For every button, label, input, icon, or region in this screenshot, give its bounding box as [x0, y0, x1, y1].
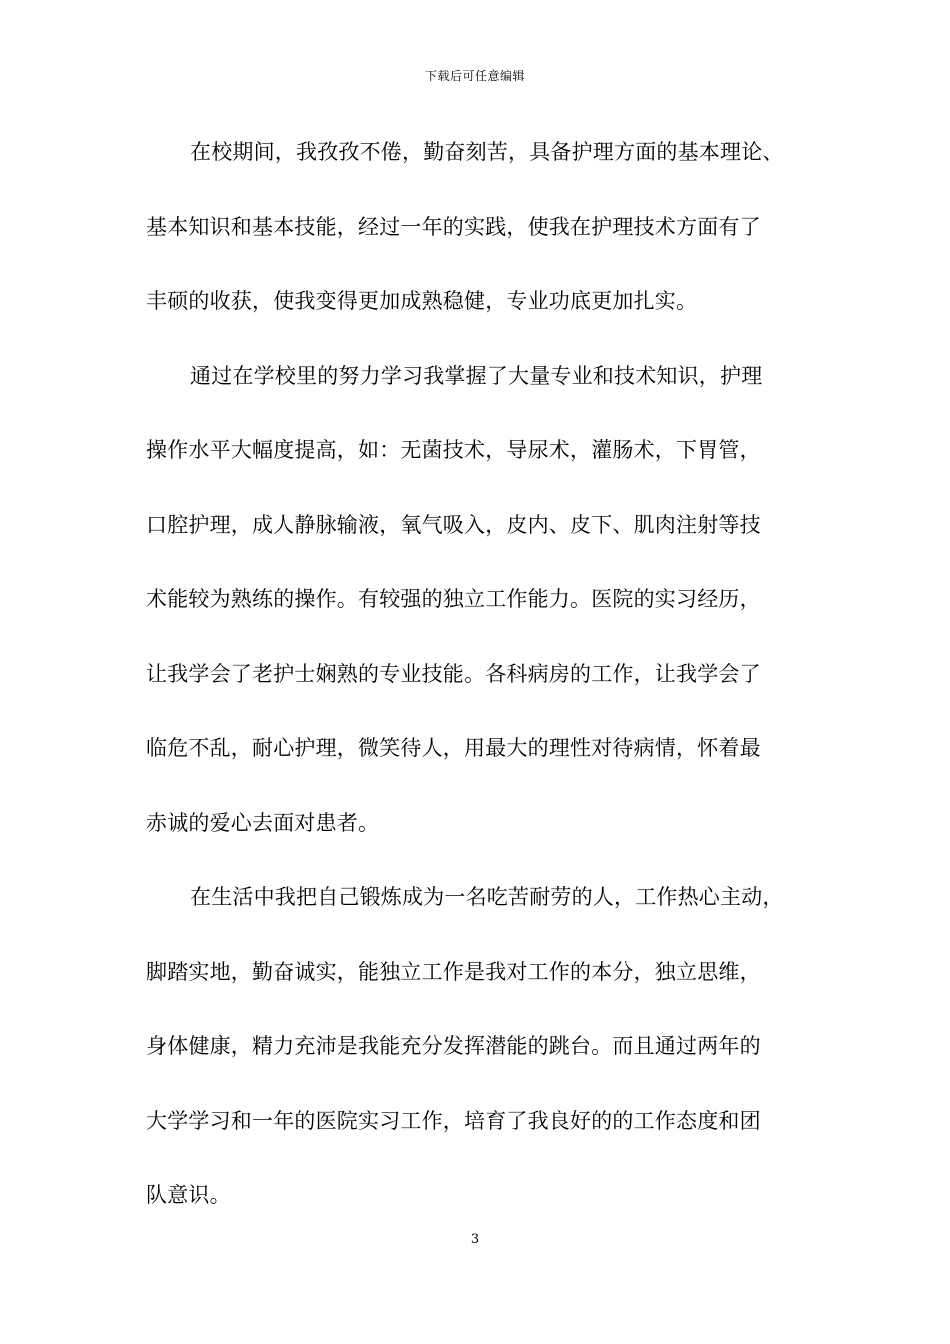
paragraph-3-line-1: 在生活中我把自己锻炼成为一名吃苦耐劳的人，工作热心主动， — [190, 885, 784, 909]
paragraph-3-line-2: 脚踏实地，勤奋诚实，能独立工作是我对工作的本分，独立思维， — [146, 960, 761, 984]
paragraph-2-line-2: 操作水平大幅度提高，如：无菌技术，导尿术，灌肠术，下胃管， — [146, 438, 761, 462]
paragraph-3-line-4: 大学学习和一年的医院实习工作，培育了我良好的的工作态度和团 — [146, 1109, 761, 1133]
paragraph-2-line-5: 让我学会了老护士娴熟的专业技能。各科病房的工作，让我学会了 — [146, 662, 761, 686]
paragraph-2-line-6: 临危不乱，耐心护理，微笑待人，用最大的理性对待病情，怀着最 — [146, 736, 761, 760]
page-header: 下载后可任意编辑 — [424, 69, 525, 83]
paragraph-1-line-2: 基本知识和基本技能，经过一年的实践，使我在护理技术方面有了 — [146, 215, 761, 239]
paragraph-1-line-3: 丰硕的收获，使我变得更加成熟稳健，专业功底更加扎实。 — [146, 289, 698, 313]
paragraph-2-line-1: 通过在学校里的努力学习我掌握了大量专业和技术知识，护理 — [190, 364, 763, 388]
paragraph-3-line-5: 队意识。 — [146, 1183, 231, 1207]
paragraph-2-line-7: 赤诚的爱心去面对患者。 — [146, 811, 380, 835]
paragraph-2-line-3: 口腔护理，成人静脉输液，氧气吸入，皮内、皮下、肌肉注射等技 — [146, 513, 761, 537]
page-number: 3 — [470, 1232, 480, 1247]
paragraph-1-line-1: 在校期间，我孜孜不倦，勤奋刻苦，具备护理方面的基本理论、 — [190, 140, 784, 164]
paragraph-3-line-3: 身体健康，精力充沛是我能充分发挥潜能的跳台。而且通过两年的 — [146, 1034, 761, 1058]
paragraph-2-line-4: 术能较为熟练的操作。有较强的独立工作能力。医院的实习经历， — [146, 587, 761, 611]
